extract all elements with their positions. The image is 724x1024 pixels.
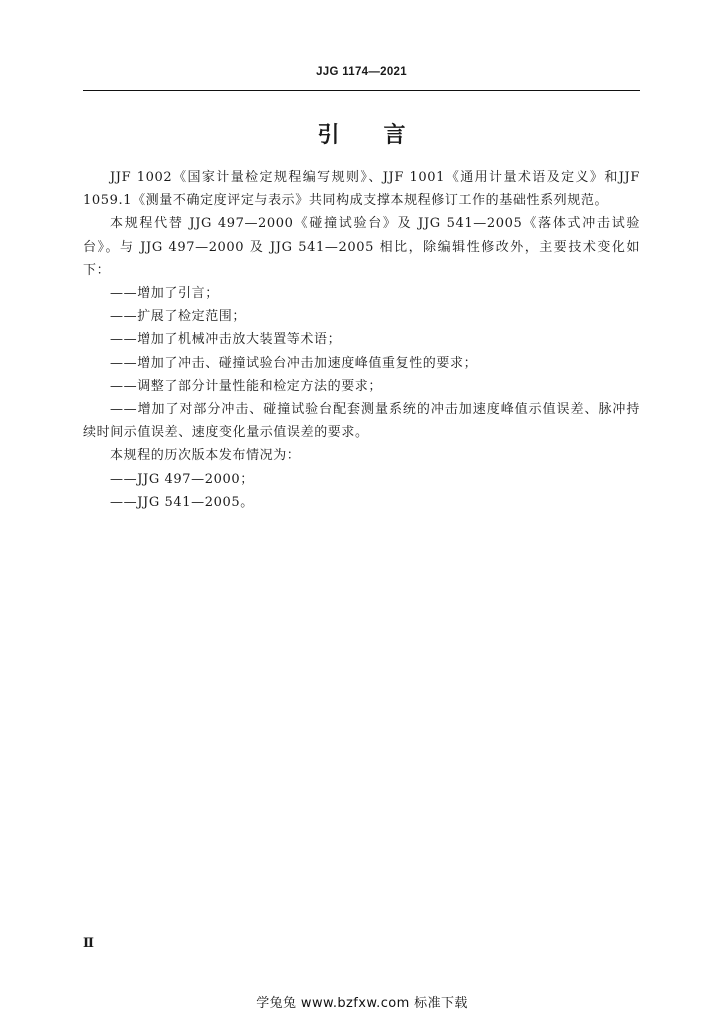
history-item: ——JJG 541—2005。 — [110, 494, 254, 510]
page-number: Ⅱ — [83, 936, 94, 951]
history-item: ——JJG 497—2000； — [110, 471, 254, 487]
document-header — [83, 66, 640, 78]
change-item: ——调整了部分计量性能和检定方法的要求； — [110, 378, 383, 394]
standard-number: JJG 1174—2021 — [316, 66, 407, 78]
footer-watermark: 学兔兔 www.bzfxw.com 标准下载 — [256, 996, 468, 1011]
change-item: ——增加了引言； — [110, 286, 219, 302]
change-item: ——增加了冲击、碰撞试验台冲击加速度峰值重复性的要求； — [110, 355, 478, 371]
paragraph-replacement: 本规程代替 JJG 497—2000《碰撞试验台》及 JJG 541—2005《落体式冲击试验台》。与 JJG 497—2000 及 JJG 541—2005 相比，除编辑性修改外，主要技术变化如下： — [83, 216, 640, 278]
change-item: ——增加了机械冲击放大装置等术语； — [110, 332, 342, 348]
history-intro: 本规程的历次版本发布情况为： — [110, 448, 301, 464]
change-item: ——扩展了检定范围； — [110, 309, 247, 325]
header-divider — [83, 90, 640, 91]
page-title: 引言 — [317, 123, 450, 148]
document-body — [83, 166, 640, 514]
paragraph-references: JJF 1002《国家计量检定规程编写规则》、JJF 1001《通用计量术语及定义》和JJF 1059.1《测量不确定度评定与表示》共同构成支撑本规程修订工作的基础性系列规范。 — [83, 170, 640, 209]
change-item: ——增加了对部分冲击、碰撞试验台配套测量系统的冲击加速度峰值示值误差、脉冲持续时间示值误差、速度变化量示值误差的要求。 — [83, 402, 640, 441]
